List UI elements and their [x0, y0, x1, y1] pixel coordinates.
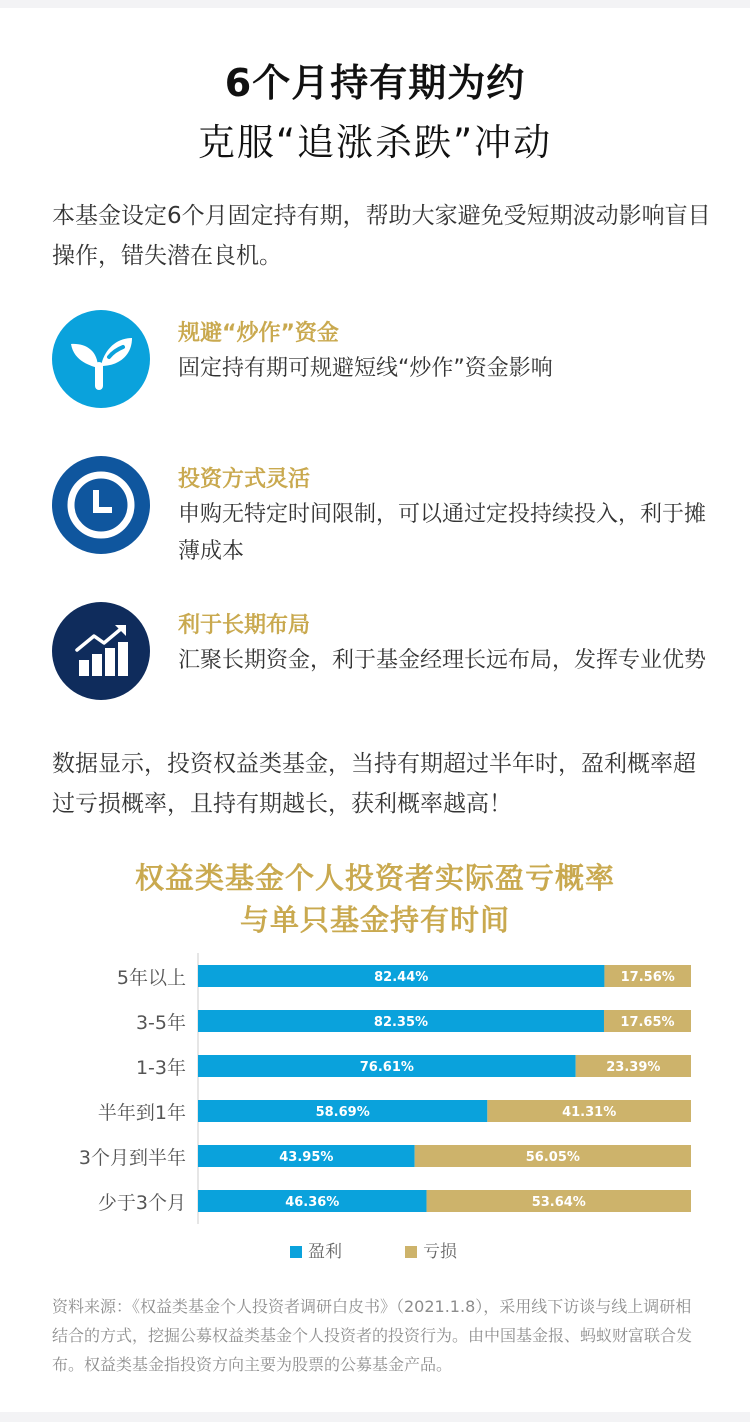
- category-label: 3个月到半年: [78, 1147, 186, 1169]
- data-label: 43.95%: [279, 1150, 334, 1165]
- clock-icon: [52, 456, 150, 554]
- feature-title: 规避“炒作”资金: [178, 321, 339, 346]
- feature-title: 投资方式灵活: [178, 467, 311, 492]
- feature-desc: 固定持有期可规避短线“炒作”资金影响: [178, 356, 553, 381]
- data-label: 76.61%: [359, 1060, 414, 1075]
- category-label: 半年到1年: [97, 1102, 186, 1124]
- data-label: 17.56%: [620, 970, 675, 985]
- sprout-icon: [52, 310, 150, 408]
- intro-paragraph: 本基金设定6个月固定持有期，帮助大家避免受短期波动影响盲目操作，错失潜在良机。: [52, 203, 711, 269]
- chart-title: 权益类基金个人投资者实际盈亏概率: [134, 861, 615, 895]
- data-label: 23.39%: [606, 1060, 661, 1075]
- feature-desc: 申购无特定时间限制，可以通过定投持续投入，利于摊薄成本: [178, 502, 707, 564]
- bar-chart-rising-icon: [52, 602, 150, 700]
- page-subtitle: 克服“追涨杀跌”冲动: [197, 121, 553, 164]
- category-label: 5年以上: [116, 967, 186, 989]
- data-label: 82.44%: [374, 970, 429, 985]
- data-label: 56.05%: [525, 1150, 580, 1165]
- legend-swatch: [290, 1246, 302, 1258]
- page-title: 6个月持有期为约: [224, 61, 526, 105]
- legend-label: 盈利: [308, 1242, 342, 1262]
- stacked-bar-chart: [0, 945, 750, 1290]
- category-label: 3-5年: [135, 1012, 186, 1034]
- feature-title: 利于长期布局: [178, 613, 311, 638]
- data-label: 53.64%: [531, 1195, 586, 1210]
- feature-avoid-speculation: [52, 310, 712, 420]
- chart-subtitle: 与单只基金持有时间: [239, 903, 510, 937]
- legend-swatch: [405, 1246, 417, 1258]
- category-label: 1-3年: [135, 1057, 186, 1079]
- feature-flexible-investing: [52, 456, 712, 566]
- data-label: 82.35%: [373, 1015, 429, 1030]
- category-label: 少于3个月: [97, 1192, 186, 1214]
- feature-desc: 汇聚长期资金，利于基金经理长远布局，发挥专业优势: [178, 648, 707, 673]
- data-label: 41.31%: [562, 1105, 617, 1120]
- summary-paragraph: 数据显示，投资权益类基金，当持有期超过半年时，盈利概率超过亏损概率，且持有期越长，获利概率越高！: [52, 751, 696, 817]
- source-footnote: 资料来源：《权益类基金个人投资者调研白皮书》（2021.1.8），采用线下访谈与线上调研相结合的方式，挖掘公募权益类基金个人投资者的投资行为。由中国基金报、蚂蚁财富联合发布。权益类基金指投资方向主要为股票的公募基金产品。: [52, 1297, 693, 1374]
- data-label: 17.65%: [620, 1015, 675, 1030]
- legend-label: 亏损: [423, 1242, 457, 1262]
- data-label: 46.36%: [285, 1195, 340, 1210]
- feature-long-term: [52, 602, 712, 712]
- data-label: 58.69%: [315, 1105, 370, 1120]
